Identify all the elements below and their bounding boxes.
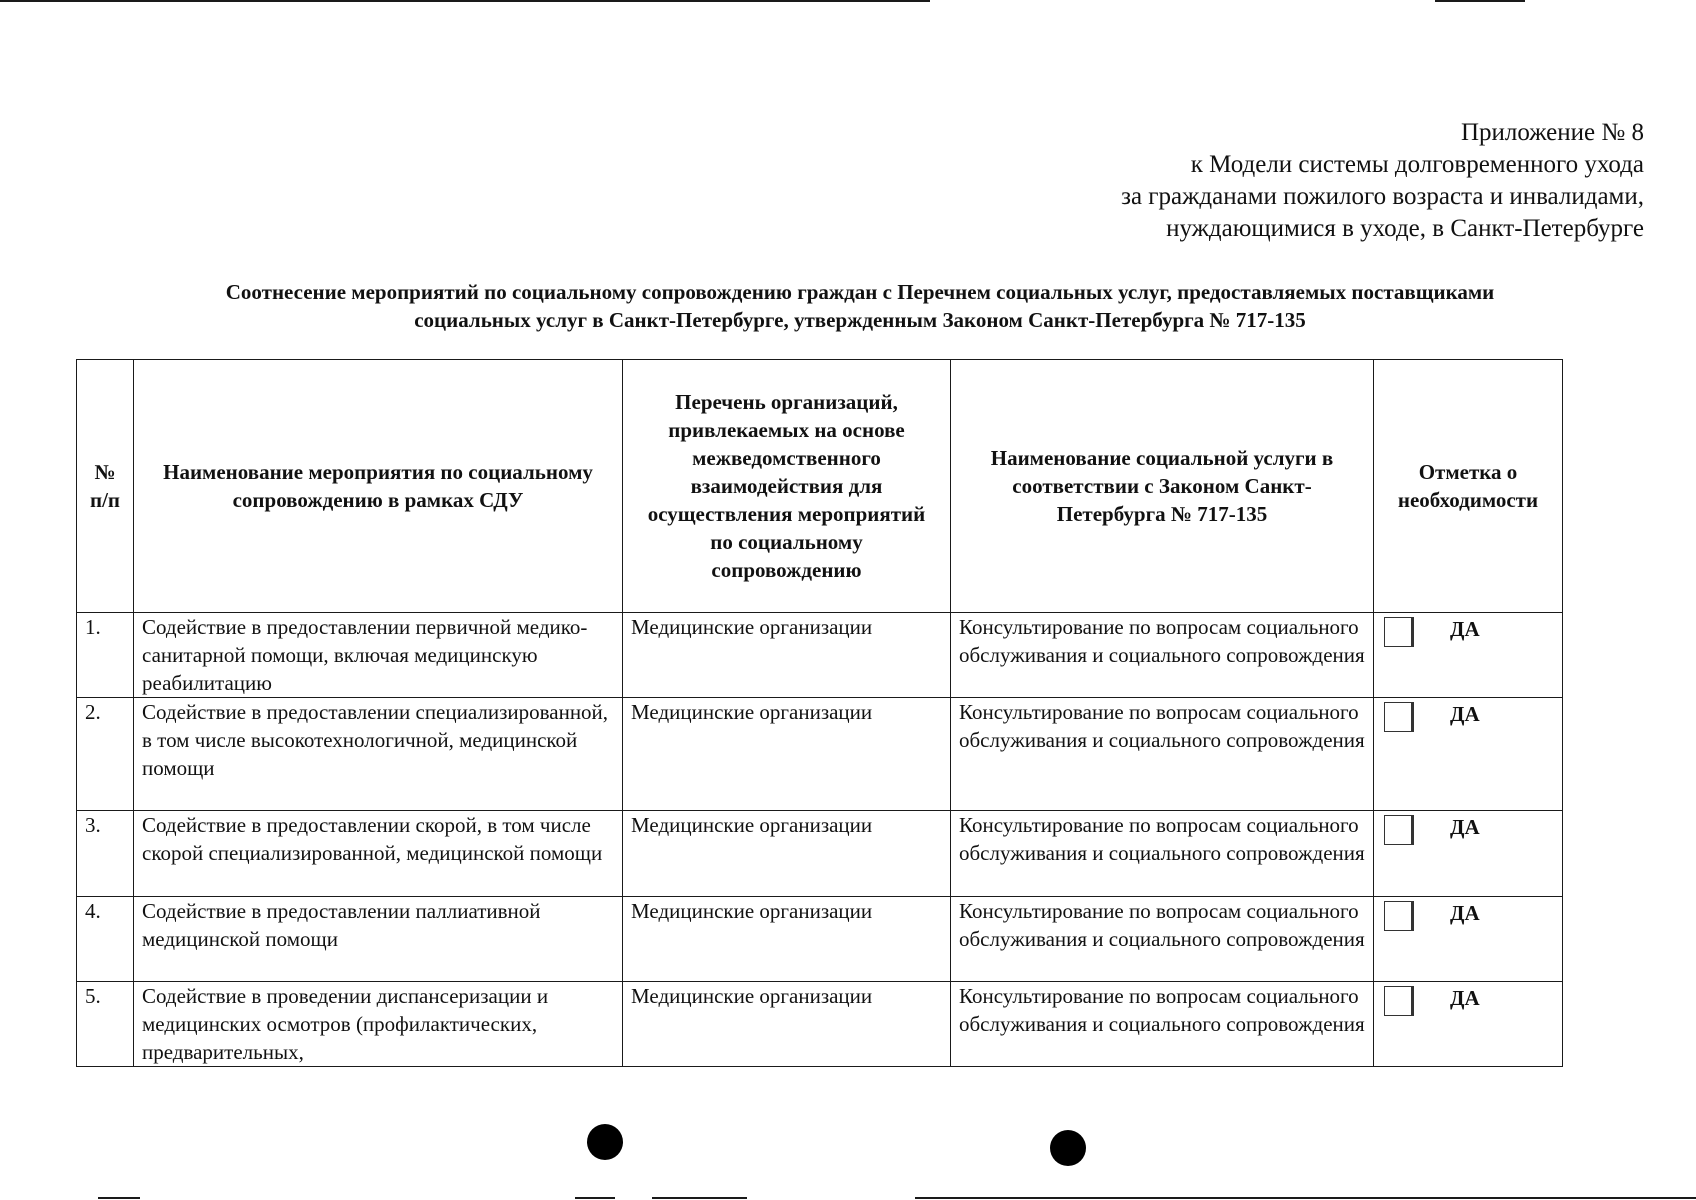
scan-edge-bottom-line (915, 1197, 1696, 1199)
scan-edge-bottom-line (652, 1197, 747, 1199)
row-num: 4. (77, 897, 134, 982)
row-service: Консультирование по вопросам социального обслуживания и социального сопровождения (951, 982, 1374, 1067)
row-mark (1374, 897, 1563, 982)
row-mark (1374, 982, 1563, 1067)
row-activity: Содействие в предоставлении специализированной, в том числе высокотехнологичной, медицинской помощи (134, 698, 623, 811)
header-num: № п/п (77, 360, 134, 613)
row-organizations: Медицинские организации (623, 811, 951, 897)
punch-hole-right (1050, 1130, 1086, 1166)
row-activity: Содействие в предоставлении первичной медико-санитарной помощи, включая медицинскую реабилитацию (134, 613, 623, 698)
row-organizations: Медицинские организации (623, 613, 951, 698)
document-title-line: Соотнесение мероприятий по социальному сопровождению граждан с Перечнем социальных услуг, предоставляемых поставщиками (225, 280, 1495, 304)
table-row (77, 811, 1563, 897)
row-activity: Содействие в предоставлении скорой, в том числе скорой специализированной, медицинской помощи (134, 811, 623, 897)
row-num: 2. (77, 698, 134, 811)
row-service: Консультирование по вопросам социального обслуживания и социального сопровождения (951, 613, 1374, 698)
document-title (90, 278, 1630, 334)
row-organizations: Медицинские организации (623, 982, 951, 1067)
document-title-line: социальных услуг в Санкт-Петербурге, утвержденным Законом Санкт-Петербурга № 717-135 (414, 308, 1306, 332)
appendix-header (1121, 117, 1644, 245)
yes-label: ДА (1450, 986, 1480, 1010)
appendix-number: Приложение № 8 (1460, 119, 1644, 146)
appendix-ref-line: за гражданами пожилого возраста и инвалидами, (1121, 183, 1644, 210)
need-checkbox[interactable] (1384, 702, 1414, 732)
row-mark (1374, 811, 1563, 897)
row-organizations: Медицинские организации (623, 897, 951, 982)
services-table (76, 359, 1563, 1067)
need-checkbox[interactable] (1384, 815, 1414, 845)
yes-label: ДА (1450, 815, 1480, 839)
scan-edge-bottom-line (98, 1197, 140, 1199)
header-mark: Отметка о необходимости (1374, 360, 1563, 613)
header-service: Наименование социальной услуги в соответствии с Законом Санкт-Петербурга № 717-135 (951, 360, 1374, 613)
yes-label: ДА (1450, 901, 1480, 925)
row-organizations: Медицинские организации (623, 698, 951, 811)
table-row (77, 613, 1563, 698)
header-organizations: Перечень организаций, привлекаемых на основе межведомственного взаимодействия для осуществления мероприятий по социальному сопровождению (623, 360, 951, 613)
row-service: Консультирование по вопросам социального обслуживания и социального сопровождения (951, 698, 1374, 811)
yes-label: ДА (1450, 617, 1480, 641)
need-checkbox[interactable] (1384, 617, 1414, 647)
row-num: 3. (77, 811, 134, 897)
appendix-ref-line: к Модели системы долговременного ухода (1190, 151, 1644, 178)
scan-edge-top-right-line (1435, 0, 1525, 2)
row-activity: Содействие в проведении диспансеризации и медицинских осмотров (профилактических, предварительных, (134, 982, 623, 1067)
row-mark (1374, 698, 1563, 811)
table-header-row (77, 360, 1563, 613)
row-mark (1374, 613, 1563, 698)
table-row (77, 897, 1563, 982)
punch-hole-left (587, 1124, 623, 1160)
scan-edge-top-line (0, 0, 930, 2)
yes-label: ДА (1450, 702, 1480, 726)
row-num: 5. (77, 982, 134, 1067)
table-row (77, 982, 1563, 1067)
row-num: 1. (77, 613, 134, 698)
row-service: Консультирование по вопросам социального обслуживания и социального сопровождения (951, 897, 1374, 982)
need-checkbox[interactable] (1384, 986, 1414, 1016)
scan-edge-bottom-line (575, 1197, 615, 1199)
appendix-ref-line: нуждающимися в уходе, в Санкт-Петербурге (1166, 215, 1644, 242)
table-row (77, 698, 1563, 811)
row-activity: Содействие в предоставлении паллиативной медицинской помощи (134, 897, 623, 982)
row-service: Консультирование по вопросам социального обслуживания и социального сопровождения (951, 811, 1374, 897)
header-activity: Наименование мероприятия по социальному сопровождению в рамках СДУ (134, 360, 623, 613)
need-checkbox[interactable] (1384, 901, 1414, 931)
